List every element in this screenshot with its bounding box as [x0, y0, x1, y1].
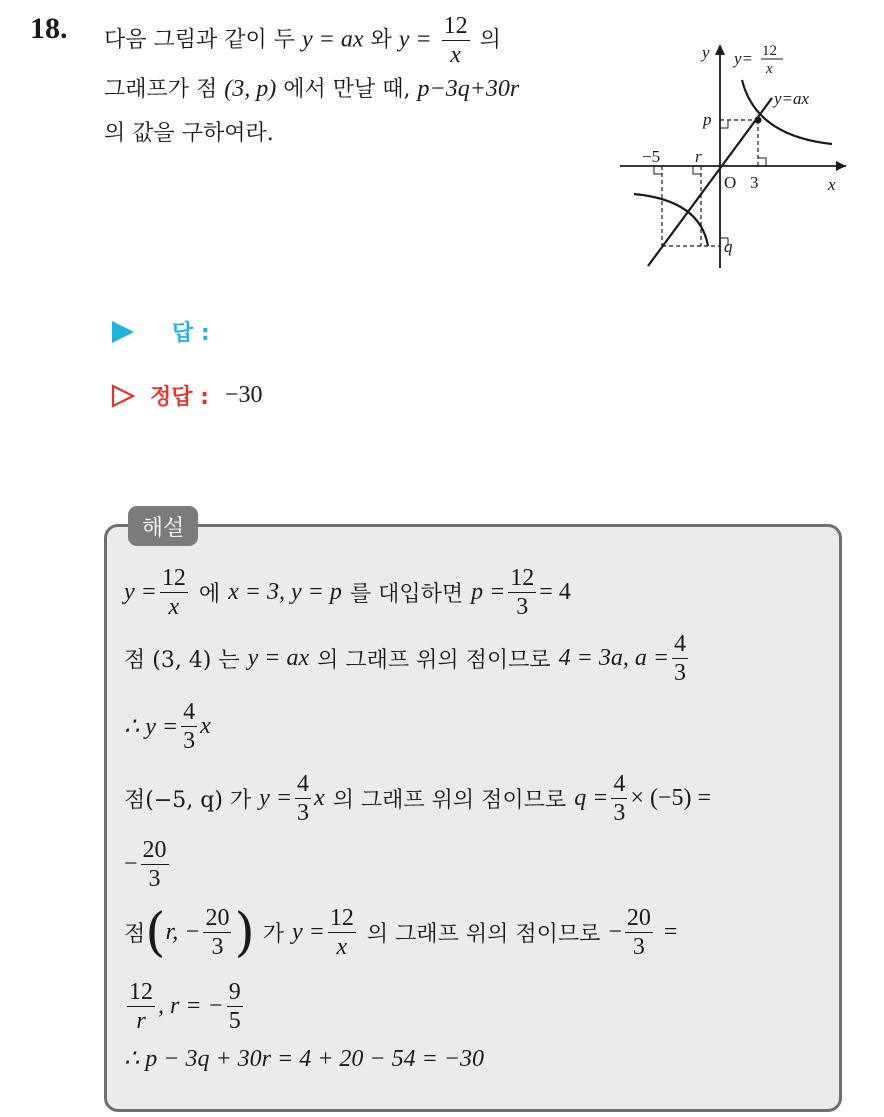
curve-label: y= — [734, 49, 754, 68]
right-angle-mark — [758, 158, 766, 166]
sol-frac-den: x — [168, 594, 180, 620]
sol-math: ∴ y = — [124, 714, 179, 740]
paren-close: ) — [234, 902, 255, 963]
line-label: y=ax — [774, 89, 810, 108]
p-label: p — [703, 110, 712, 129]
sol-text: 점(−5, q) 가 — [124, 788, 252, 813]
sol-frac-den: 5 — [228, 1008, 241, 1034]
q-label: q — [724, 237, 733, 256]
sol-frac-num: 4 — [674, 631, 687, 657]
question-line-3: 의 값을 구하여라. — [104, 121, 274, 146]
sol-fraction — [611, 772, 627, 825]
question-line-1 — [104, 14, 604, 67]
sol-frac-den: 3 — [516, 594, 529, 620]
solution-line-6 — [124, 902, 678, 963]
sol-text: 점 — [124, 922, 146, 947]
sol-math: y = — [292, 919, 325, 945]
sol-math: − — [124, 851, 138, 877]
sol-frac-den: 3 — [148, 866, 161, 892]
sol-math: x — [314, 785, 325, 811]
sol-frac-num: 12 — [129, 979, 153, 1005]
sol-frac-den: 3 — [183, 728, 196, 754]
question-number: 18. — [30, 12, 68, 45]
sol-frac-den: 3 — [297, 800, 310, 826]
sol-fraction — [625, 906, 653, 959]
solution-line-3 — [124, 700, 211, 753]
sol-text: 에 — [198, 582, 221, 607]
sol-math: y = — [124, 579, 157, 605]
sol-frac-num: 20 — [205, 905, 230, 931]
right-angle-mark — [693, 166, 701, 174]
q-text: 에서 만날 때, — [283, 77, 411, 102]
sol-fraction — [295, 772, 311, 825]
solution-tag: 해설 — [128, 506, 198, 546]
sol-frac-num: 12 — [510, 565, 535, 591]
y-axis-label: y — [702, 43, 710, 62]
sol-math: − — [608, 919, 622, 945]
sol-text: 의 그래프 위의 점이므로 — [317, 648, 551, 673]
sol-fraction — [328, 906, 356, 959]
solution-line-1 — [124, 566, 571, 619]
intersection-point — [755, 117, 762, 124]
solution-line-7 — [124, 980, 246, 1033]
solution-line-4 — [124, 772, 711, 825]
q-text: 와 — [370, 27, 392, 53]
sol-math: y = — [259, 785, 293, 811]
sol-frac-num: 12 — [329, 905, 354, 931]
sol-frac-num: 20 — [142, 837, 167, 863]
sol-frac-den: 3 — [211, 934, 224, 960]
sol-math: × (−5) = — [630, 785, 711, 811]
sol-frac-num: 4 — [613, 771, 626, 797]
sol-frac-num: 12 — [161, 565, 186, 591]
sol-fraction — [141, 838, 169, 891]
question-text — [104, 14, 604, 156]
paren-open: ( — [145, 902, 166, 963]
sol-text: 의 그래프 위의 점이므로 — [366, 922, 601, 947]
sol-text: 를 대입하면 — [349, 582, 464, 607]
q-text: 그래프가 점 — [104, 77, 218, 102]
sol-frac-num: 9 — [228, 979, 241, 1005]
sol-frac-den: r — [136, 1008, 146, 1034]
sol-math: x — [200, 713, 211, 739]
q-text: 의 — [479, 27, 501, 53]
outline-triangle-icon — [110, 383, 136, 409]
hyperbola-branch-q3 — [634, 194, 708, 246]
q-frac-den: x — [450, 42, 461, 68]
sol-fraction — [203, 906, 231, 959]
sol-math: , r = − — [158, 993, 224, 1019]
sol-math: r, − — [165, 919, 201, 945]
sol-frac-den: 3 — [613, 800, 626, 826]
sol-math: q = — [574, 785, 609, 811]
curve-label-den: x — [766, 61, 773, 77]
correct-answer-row — [110, 380, 263, 411]
curve-label-num: 12 — [762, 43, 777, 59]
right-angle-mark — [654, 166, 662, 174]
minus-five-label: −5 — [642, 147, 661, 166]
r-label: r — [695, 147, 702, 166]
sol-text: 점 (3, 4) 는 — [124, 648, 240, 673]
correct-answer-label: 정답 : — [150, 385, 209, 410]
sol-math: ∴ p − 3q + 30r = 4 + 20 − 54 = −30 — [124, 1046, 484, 1072]
q-math: y = ax — [302, 26, 364, 53]
q-text: 다음 그림과 같이 두 — [104, 27, 295, 53]
sol-frac-num: 20 — [626, 905, 651, 931]
sol-math: x = 3, y = p — [228, 579, 342, 605]
sol-frac-den: 3 — [674, 660, 687, 686]
sol-math: p = — [471, 579, 506, 605]
sol-math: = — [663, 919, 678, 945]
sol-text: 의 그래프 위의 점이므로 — [332, 788, 567, 813]
sol-fraction — [508, 566, 536, 619]
x-axis-label: x — [828, 175, 836, 194]
right-angle-mark — [720, 120, 728, 128]
sol-frac-num: 4 — [183, 699, 196, 725]
three-label: 3 — [750, 173, 759, 192]
solution-line-2 — [124, 632, 691, 685]
problem-graph — [612, 36, 862, 272]
correct-answer-value: −30 — [224, 382, 263, 408]
sol-fraction — [227, 980, 243, 1033]
q-fraction — [442, 14, 470, 67]
x-axis-arrow-icon — [836, 161, 846, 171]
q-math: p−3q+30r — [417, 76, 520, 102]
answer-row — [110, 316, 210, 347]
solution-line-5 — [124, 838, 172, 891]
question-line-2 — [104, 67, 604, 112]
sol-math: 4 = 3a, a = — [558, 645, 670, 671]
solution-line-8 — [124, 1044, 484, 1073]
play-triangle-icon — [110, 319, 136, 345]
sol-fraction — [127, 980, 155, 1033]
sol-fraction — [672, 632, 688, 685]
sol-fraction — [160, 566, 188, 619]
origin-label: O — [724, 173, 737, 192]
sol-text: 가 — [262, 922, 284, 947]
sol-math: y = ax — [247, 645, 310, 671]
y-axis-arrow-icon — [715, 44, 725, 55]
sol-math: = 4 — [539, 579, 571, 605]
sol-frac-den: x — [336, 934, 348, 960]
sol-fraction — [181, 700, 197, 753]
q-frac-num: 12 — [443, 13, 468, 39]
q-math: y = — [398, 26, 432, 53]
answer-label: 답 : — [172, 321, 210, 346]
sol-frac-num: 4 — [297, 771, 310, 797]
sol-frac-den: 3 — [632, 934, 645, 960]
q-math: (3, p) — [224, 76, 277, 102]
